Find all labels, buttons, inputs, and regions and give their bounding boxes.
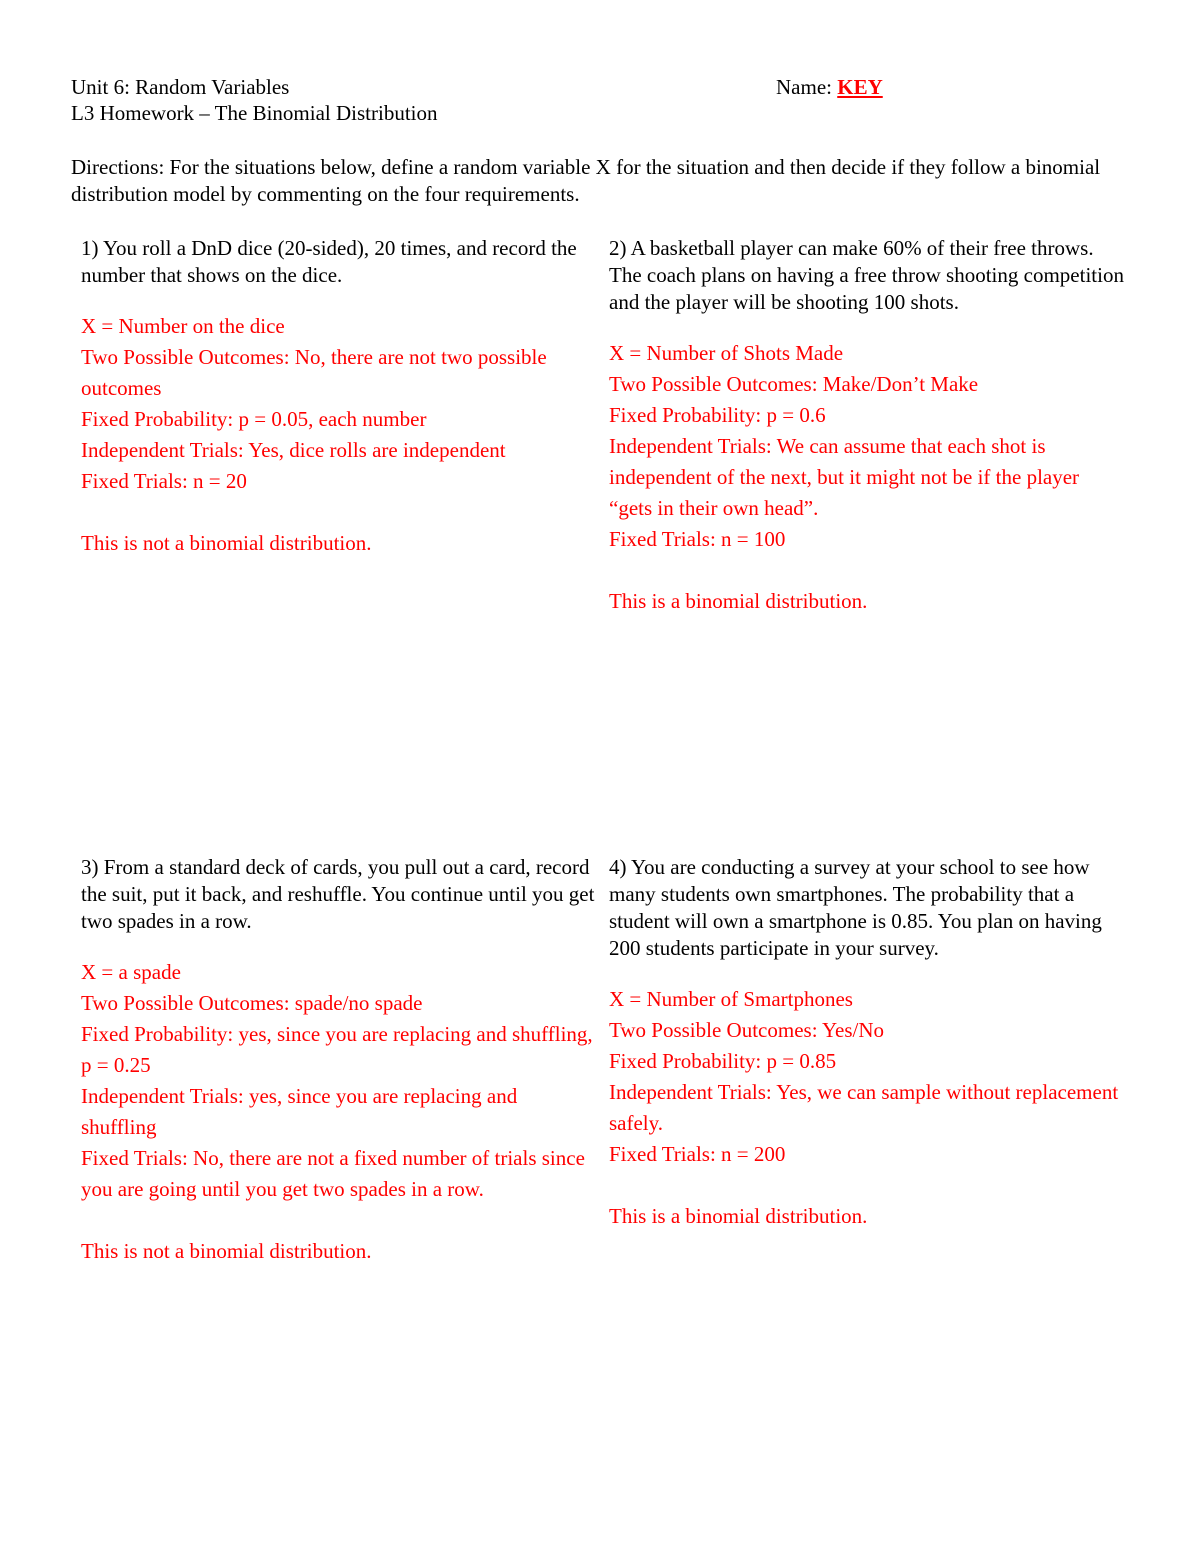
conclusion: This is not a binomial distribution.: [81, 1239, 372, 1263]
two-outcomes: Two Possible Outcomes: Make/Don’t Make: [609, 372, 979, 396]
problem-4: [609, 854, 1124, 1232]
fixed-probability: Fixed Probability: yes, since you are replacing and shuffling, p = 0.25: [81, 1022, 593, 1077]
name-label: Name:: [776, 75, 832, 99]
problem-answers: [81, 957, 596, 1205]
problem-prompt: 4) You are conducting a survey at your school to see how many students own smartphones. The probability that a student will own a smartphone is 0.85. You plan on having 200 students participate in your survey.: [609, 855, 1102, 960]
fixed-probability: Fixed Probability: p = 0.85: [609, 1049, 837, 1073]
problem-3: [81, 854, 596, 1267]
fixed-trials: Fixed Trials: n = 20: [81, 469, 247, 493]
two-outcomes: Two Possible Outcomes: No, there are not two possible outcomes: [81, 345, 547, 400]
fixed-trials: Fixed Trials: n = 100: [609, 527, 786, 551]
conclusion: This is not a binomial distribution.: [81, 531, 372, 555]
random-variable: X = Number of Shots Made: [609, 341, 844, 365]
fixed-trials: Fixed Trials: n = 200: [609, 1142, 786, 1166]
problem-1: [81, 235, 596, 559]
independent-trials: Independent Trials: We can assume that each shot is independent of the next, but it might not be if the player “gets in their own head”.: [609, 434, 1080, 520]
two-outcomes: Two Possible Outcomes: Yes/No: [609, 1018, 885, 1042]
fixed-probability: Fixed Probability: p = 0.6: [609, 403, 826, 427]
problem-answers: [609, 338, 1124, 555]
problem-answers: [81, 311, 596, 497]
problem-2: [609, 235, 1124, 617]
problem-prompt: 3) From a standard deck of cards, you pull out a card, record the suit, put it back, and reshuffle. You continue until you get two spades in a row.: [81, 855, 595, 933]
independent-trials: Independent Trials: Yes, dice rolls are independent: [81, 438, 506, 462]
name-field: [776, 74, 883, 100]
name-value: KEY: [837, 75, 883, 99]
directions: Directions: For the situations below, define a random variable X for the situation and then decide if they follow a binomial distribution model by commenting on the four requirements.: [71, 155, 1101, 206]
unit-title: Unit 6: Random Variables: [71, 75, 290, 99]
problem-answers: [609, 984, 1124, 1170]
lesson-title: L3 Homework – The Binomial Distribution: [71, 101, 438, 125]
problem-prompt: 2) A basketball player can make 60% of their free throws. The coach plans on having a free throw shooting competition and the player will be shooting 100 shots.: [609, 236, 1124, 314]
fixed-trials: Fixed Trials: No, there are not a fixed number of trials since you are going until you get two spades in a row.: [81, 1146, 585, 1201]
independent-trials: Independent Trials: Yes, we can sample without replacement safely.: [609, 1080, 1119, 1135]
random-variable: X = Number of Smartphones: [609, 987, 853, 1011]
fixed-probability: Fixed Probability: p = 0.05, each number: [81, 407, 427, 431]
random-variable: X = a spade: [81, 960, 181, 984]
conclusion: This is a binomial distribution.: [609, 1204, 868, 1228]
random-variable: X = Number on the dice: [81, 314, 285, 338]
conclusion: This is a binomial distribution.: [609, 589, 868, 613]
independent-trials: Independent Trials: yes, since you are replacing and shuffling: [81, 1084, 518, 1139]
two-outcomes: Two Possible Outcomes: spade/no spade: [81, 991, 423, 1015]
problem-prompt: 1) You roll a DnD dice (20-sided), 20 times, and record the number that shows on the dice.: [81, 236, 577, 287]
